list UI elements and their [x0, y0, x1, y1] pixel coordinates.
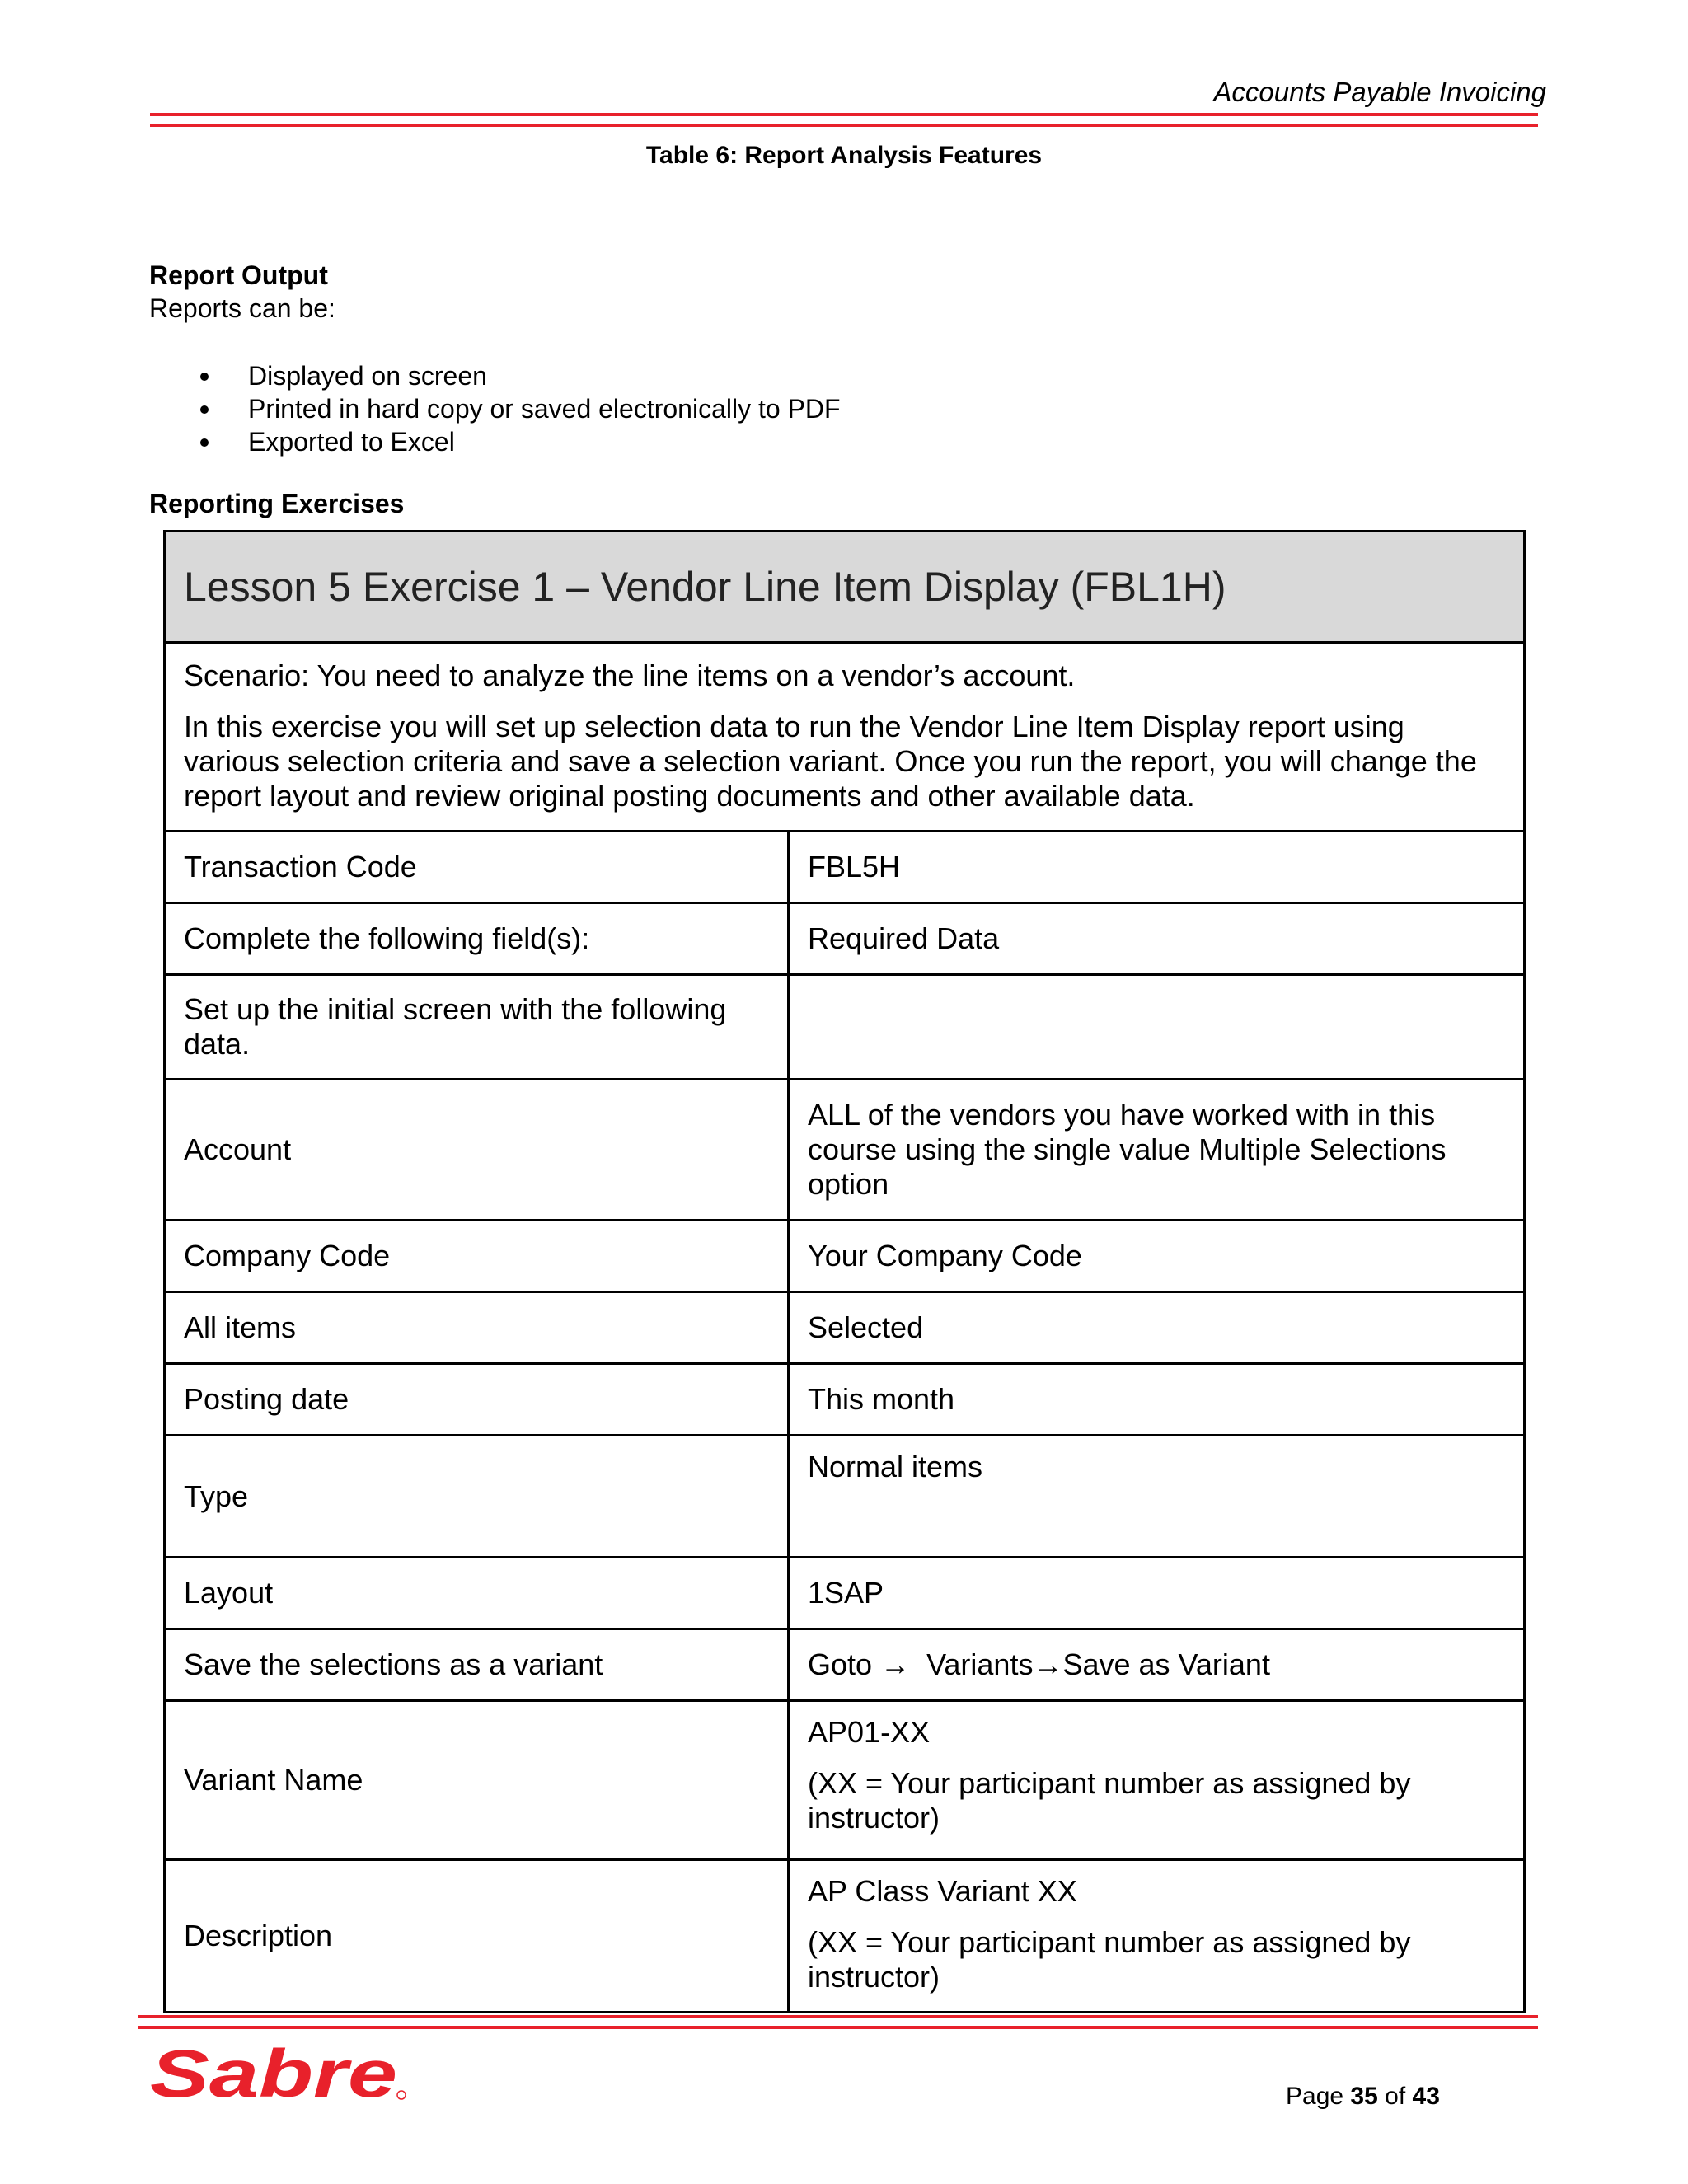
row-value: Required Data: [808, 921, 1000, 955]
row-value: 1SAP: [808, 1576, 884, 1610]
scenario-description: In this exercise you will set up selection data to run the Vendor Line Item Display report using various selection criteria and save a selection variant. Once you run the report, you will change the report layout and review original posting documents and other available data.: [184, 710, 1477, 813]
menu-path-save-as: Save as Variant: [1062, 1647, 1270, 1681]
row-value: [790, 976, 1523, 1078]
row-value: This month: [808, 1382, 955, 1416]
page-current: 35: [1350, 2083, 1378, 2110]
report-output-heading: Report Output: [149, 260, 328, 290]
table-row: [166, 1558, 1523, 1630]
page-total: 43: [1412, 2083, 1440, 2110]
row-label: All items: [166, 1293, 790, 1362]
table-row: [166, 1221, 1523, 1293]
row-label: Save the selections as a variant: [166, 1630, 790, 1699]
table-row: [166, 1436, 1523, 1558]
exercise-title: Lesson 5 Exercise 1 – Vendor Line Item Display (FBL1H): [166, 532, 1523, 644]
table-row: [166, 904, 1523, 976]
row-value: Normal items: [808, 1450, 983, 1483]
table-row: [166, 1630, 1523, 1702]
document-title: Accounts Payable Invoicing: [1213, 77, 1546, 107]
header-rule-bottom: [150, 124, 1538, 127]
row-label: Account: [166, 1080, 790, 1219]
exercise-table: [163, 530, 1526, 2013]
row-value: [790, 1861, 1523, 2011]
row-value: FBL5H: [808, 850, 901, 883]
description-note: (XX = Your participant number as assigned by instructor): [808, 1925, 1411, 1994]
row-label: Posting date: [166, 1365, 790, 1434]
report-output-intro: Reports can be:: [149, 293, 335, 323]
list-item: Exported to Excel: [149, 425, 841, 458]
row-label: Company Code: [166, 1221, 790, 1291]
variant-name-value: AP01-XX: [808, 1715, 931, 1749]
row-label: Layout: [166, 1558, 790, 1628]
list-item: Displayed on screen: [149, 359, 841, 392]
table-row: [166, 1080, 1523, 1221]
table-caption: Table 6: Report Analysis Features: [645, 142, 1043, 169]
footer-rule-bottom: [138, 2026, 1538, 2029]
page-number: [1286, 2083, 1440, 2111]
page-of: of: [1385, 2083, 1406, 2110]
table-row: [166, 976, 1523, 1080]
reporting-exercises-heading: Reporting Exercises: [149, 489, 405, 518]
row-label: Set up the initial screen with the following data.: [166, 976, 790, 1078]
row-label: Complete the following field(s):: [166, 904, 790, 973]
row-value: Selected: [808, 1310, 924, 1344]
sabre-logo: [148, 2042, 412, 2108]
table-row: [166, 1702, 1523, 1861]
variant-name-note: (XX = Your participant number as assigned by instructor): [808, 1766, 1411, 1835]
scenario-text: Scenario: You need to analyze the line items on a vendor’s account.: [184, 658, 1076, 692]
page-label: Page: [1286, 2083, 1344, 2110]
table-row: [166, 1365, 1523, 1436]
row-value: [790, 1702, 1523, 1858]
row-label: Transaction Code: [166, 832, 790, 902]
footer-rule-top: [138, 2015, 1538, 2018]
menu-path-goto: Goto: [808, 1647, 873, 1681]
table-row: [166, 832, 1523, 904]
row-value: [790, 1630, 1523, 1699]
row-label: Type: [166, 1436, 790, 1556]
table-row: [166, 1861, 1523, 2011]
list-item: Printed in hard copy or saved electronically to PDF: [149, 392, 841, 425]
header-rule-top: [150, 113, 1538, 116]
report-output-list: [149, 359, 841, 458]
row-label: Variant Name: [166, 1702, 790, 1858]
sabre-logo-text: Sabre: [150, 2042, 397, 2108]
exercise-scenario: [166, 644, 1523, 832]
row-value: ALL of the vendors you have worked with in this course using the single value Multiple Selections option: [808, 1098, 1447, 1201]
table-row: [166, 1293, 1523, 1365]
arrow-right-icon: →: [872, 1647, 927, 1681]
row-value: Your Company Code: [808, 1239, 1082, 1272]
description-value: AP Class Variant XX: [808, 1874, 1077, 1908]
arrow-right-icon: →: [1033, 1647, 1063, 1681]
row-label: Description: [166, 1861, 790, 2011]
menu-path-variants: Variants: [926, 1647, 1034, 1681]
